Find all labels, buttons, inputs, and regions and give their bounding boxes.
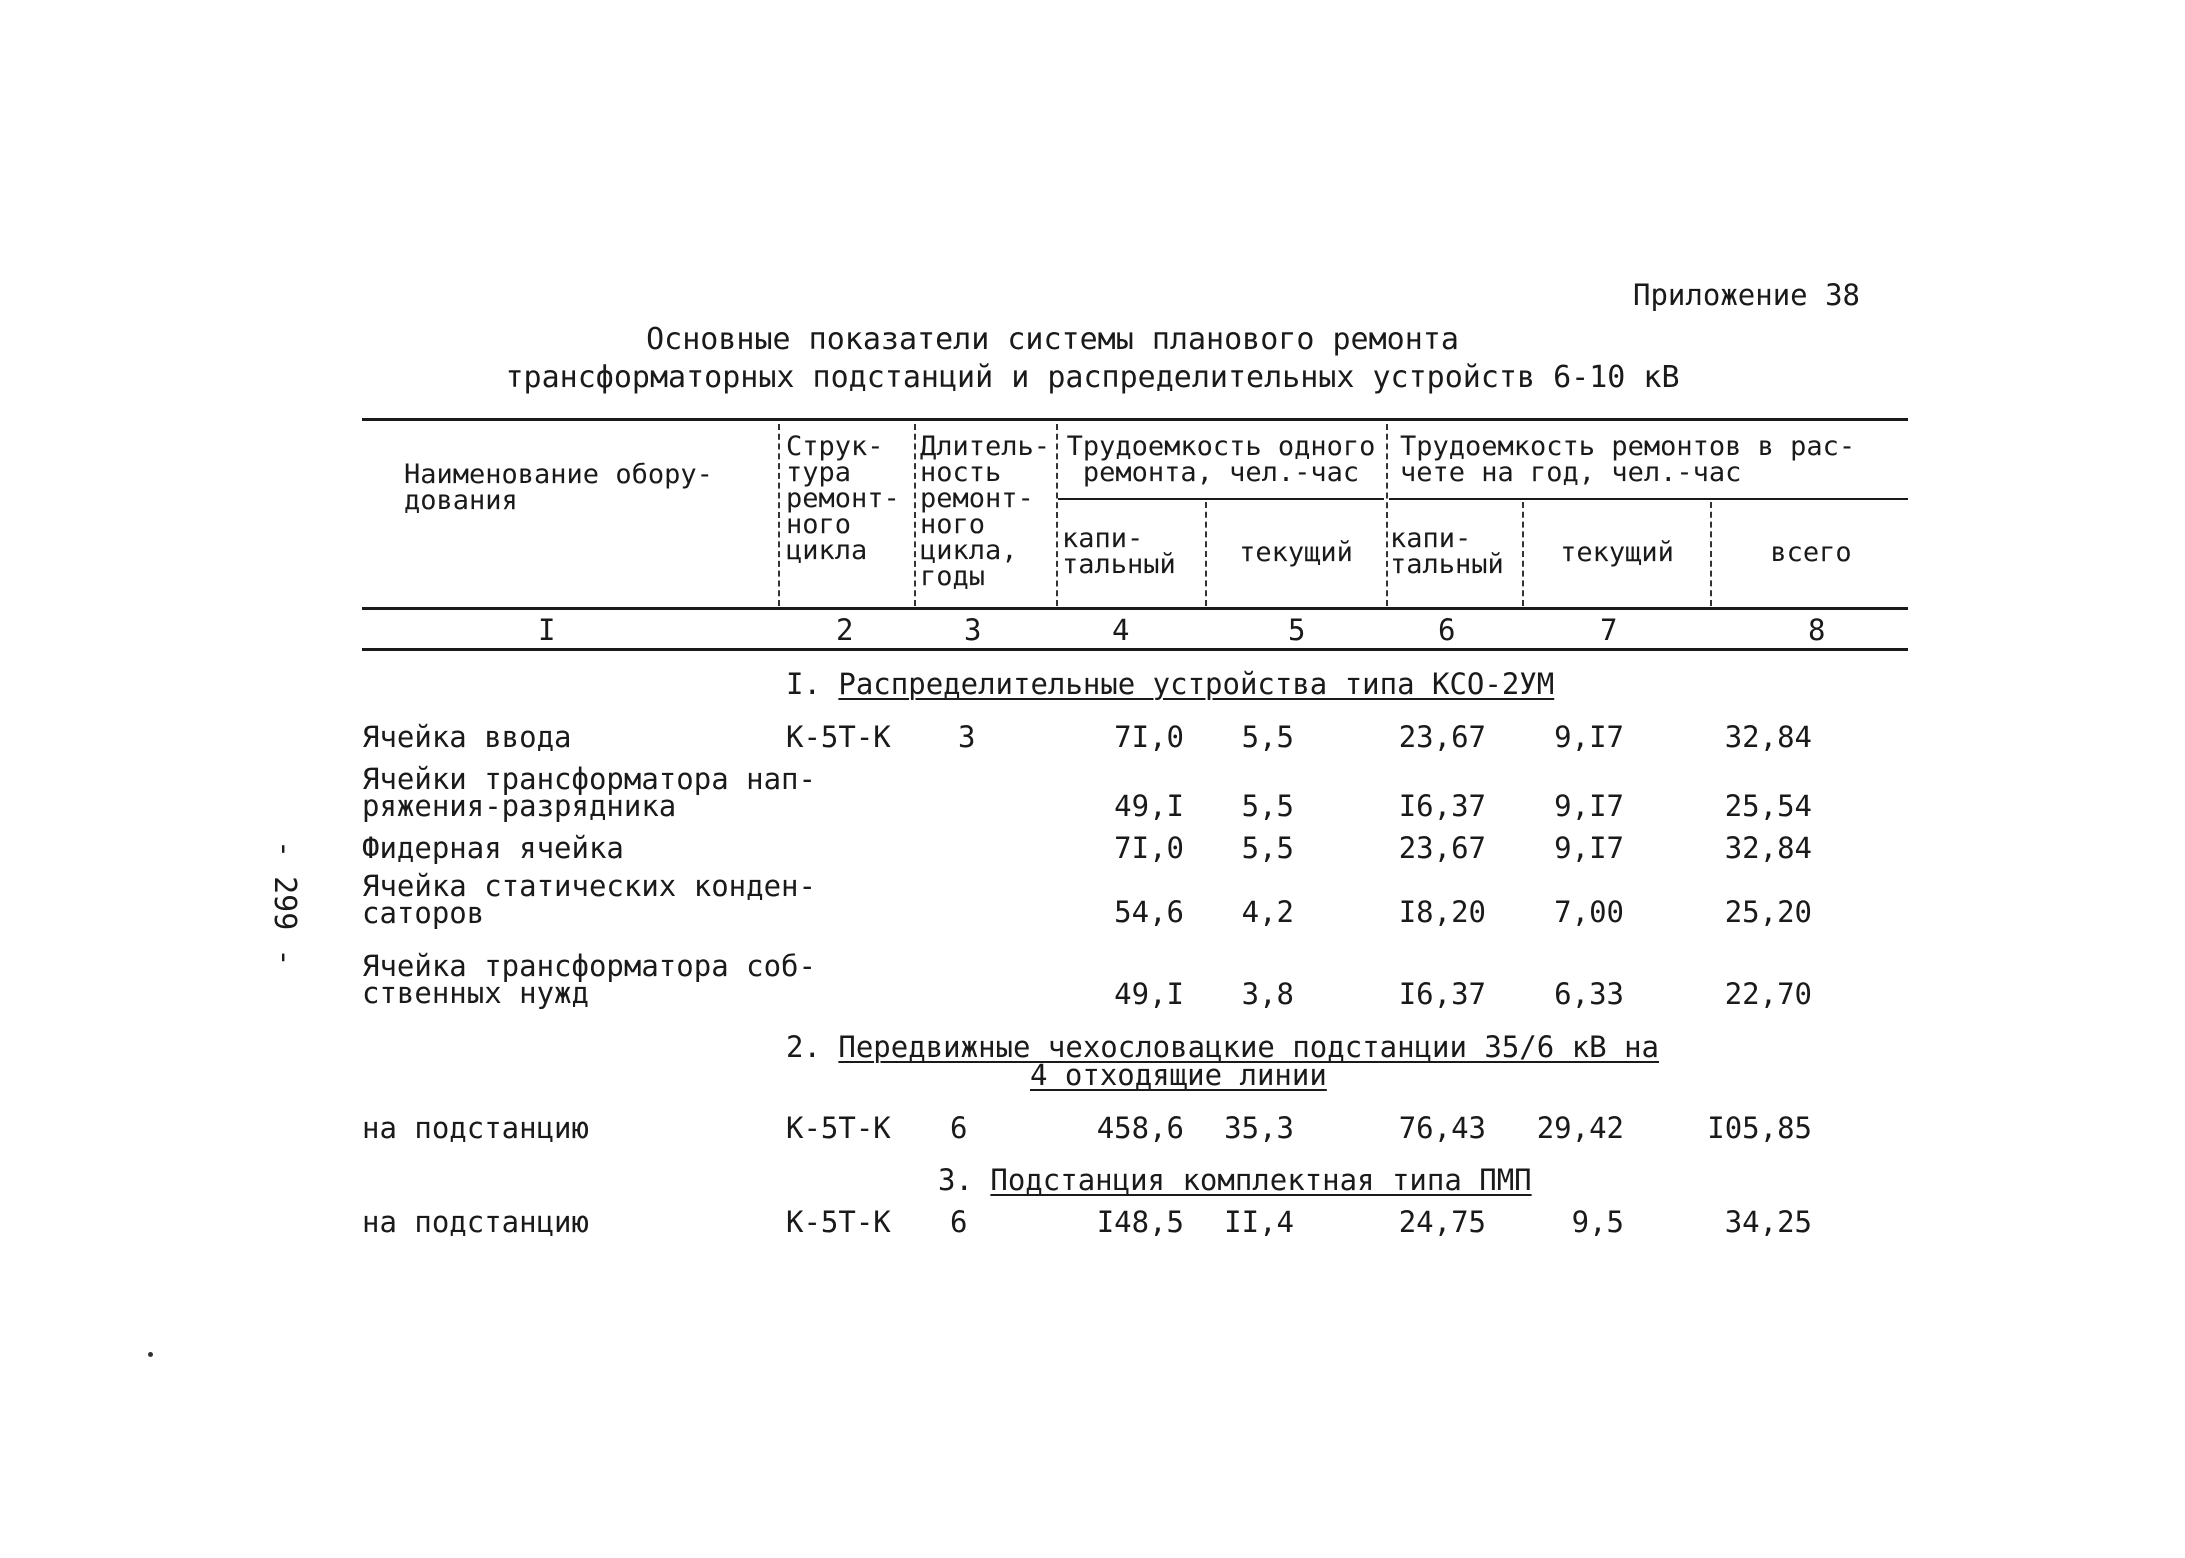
header-labor-per-year: Трудоемкость ремонтов в рас- чете на год, чел.-час	[1400, 431, 1856, 488]
row-current-year: 9,I7	[1554, 789, 1624, 823]
row-current-one: 3,8	[1241, 977, 1294, 1011]
section-number: 2.	[786, 1030, 821, 1064]
row-name: на подстанцию	[362, 1205, 589, 1239]
row-current-year: 9,5	[1571, 1205, 1624, 1239]
table-top-rule	[362, 418, 1908, 421]
row-current-one: 35,3	[1224, 1111, 1294, 1145]
row-current-year: 7,00	[1554, 895, 1624, 929]
document-title-line2: трансформаторных подстанций и распределительных устройств 6-10 кВ	[505, 360, 1680, 395]
col-divider-4	[1205, 502, 1207, 606]
group-one-rule	[1058, 498, 1384, 500]
row-name: Ячейки трансформатора нап- ряжения-разрядника	[362, 762, 816, 823]
col-divider-5	[1386, 424, 1388, 606]
row-name: Фидерная ячейка	[362, 831, 624, 865]
header-capital-year: капи- тальный	[1390, 523, 1504, 580]
row-current-one: 4,2	[1241, 895, 1294, 929]
row-capital-year: I6,37	[1398, 977, 1486, 1011]
row-total: 34,25	[1724, 1205, 1812, 1239]
row-total: 22,70	[1724, 977, 1812, 1011]
header-total: всего	[1770, 537, 1852, 568]
row-current-year: 29,42	[1536, 1111, 1624, 1145]
col-divider-2	[914, 424, 916, 606]
colnum-bottom-rule	[362, 648, 1908, 651]
row-current-one: 5,5	[1241, 720, 1294, 754]
row-current-one: 5,5	[1241, 831, 1294, 865]
section-heading-1	[786, 667, 1555, 701]
header-labor-one-repair: Трудоемкость одного ремонта, чел.-час	[1066, 431, 1376, 488]
col-number-6: 6	[1438, 613, 1456, 647]
section-number: 3.	[938, 1163, 973, 1197]
row-capital-one: 7I,0	[1114, 720, 1184, 754]
row-total: 25,20	[1724, 895, 1812, 929]
document-title-line1: Основные показатели системы планового ремонта	[646, 322, 1459, 357]
row-capital-year: I8,20	[1398, 895, 1486, 929]
section-number: I.	[786, 667, 821, 701]
col-divider-7	[1710, 502, 1712, 606]
header-cycle-duration: Длитель- ность ремонт- ного цикла, годы	[920, 431, 1051, 592]
row-name: Ячейка статических конден- саторов	[362, 869, 816, 930]
row-current-one: II,4	[1224, 1205, 1294, 1239]
section-heading-2-continued	[1030, 1058, 1327, 1092]
section-heading-2	[786, 1030, 1659, 1064]
section-title: Подстанция комплектная типа ПМП	[990, 1163, 1532, 1197]
row-duration: 6	[950, 1111, 968, 1145]
header-cycle-structure: Струк- тура ремонт- ного цикла	[786, 431, 900, 566]
row-capital-one: 458,6	[1096, 1111, 1184, 1145]
row-current-year: 9,I7	[1554, 831, 1624, 865]
row-current-one: 5,5	[1241, 789, 1294, 823]
scan-dot	[148, 1352, 153, 1357]
row-capital-one: I48,5	[1096, 1205, 1184, 1239]
appendix-label: Приложение 38	[1633, 278, 1860, 312]
row-name: Ячейка ввода	[362, 720, 572, 754]
col-number-1: I	[538, 613, 556, 647]
col-divider-6	[1522, 502, 1524, 606]
row-total: 32,84	[1724, 831, 1812, 865]
group-year-rule	[1389, 498, 1908, 500]
row-name: Ячейка трансформатора соб- ственных нужд	[362, 949, 816, 1010]
row-total: I05,85	[1707, 1111, 1812, 1145]
header-capital-one: капи- тальный	[1062, 523, 1176, 580]
header-current-one: текущий	[1239, 537, 1353, 568]
row-current-year: 6,33	[1554, 977, 1624, 1011]
col-number-5: 5	[1288, 613, 1306, 647]
col-number-7: 7	[1600, 613, 1618, 647]
col-divider-1	[778, 424, 780, 606]
row-structure: К-5Т-К	[786, 720, 891, 754]
section-title: Распределительные устройства типа КСО-2УМ	[838, 667, 1555, 701]
page-number: - 299 -	[267, 840, 302, 967]
col-number-4: 4	[1112, 613, 1130, 647]
col-number-8: 8	[1808, 613, 1826, 647]
row-capital-one: 54,6	[1114, 895, 1184, 929]
row-duration: 3	[958, 720, 976, 754]
row-current-year: 9,I7	[1554, 720, 1624, 754]
row-capital-year: I6,37	[1398, 789, 1486, 823]
row-capital-year: 23,67	[1398, 720, 1486, 754]
section-title: Передвижные чехословацкие подстанции 35/6 кВ на	[838, 1030, 1659, 1064]
header-current-year: текущий	[1560, 537, 1674, 568]
row-total: 25,54	[1724, 789, 1812, 823]
row-total: 32,84	[1724, 720, 1812, 754]
row-capital-one: 7I,0	[1114, 831, 1184, 865]
row-structure: К-5Т-К	[786, 1111, 891, 1145]
col-number-3: 3	[964, 613, 982, 647]
row-capital-year: 76,43	[1398, 1111, 1486, 1145]
row-duration: 6	[950, 1205, 968, 1239]
col-divider-3	[1056, 424, 1058, 606]
row-capital-year: 23,67	[1398, 831, 1486, 865]
row-capital-one: 49,I	[1114, 789, 1184, 823]
row-capital-year: 24,75	[1398, 1205, 1486, 1239]
section-heading-3	[938, 1163, 1532, 1197]
row-name: на подстанцию	[362, 1111, 589, 1145]
row-capital-one: 49,I	[1114, 977, 1184, 1011]
section-title-continued: 4 отходящие линии	[1030, 1058, 1327, 1092]
row-structure: К-5Т-К	[786, 1205, 891, 1239]
header-equipment-name: Наименование обору- дования	[404, 459, 713, 516]
header-bottom-rule	[362, 607, 1908, 610]
col-number-2: 2	[836, 613, 854, 647]
